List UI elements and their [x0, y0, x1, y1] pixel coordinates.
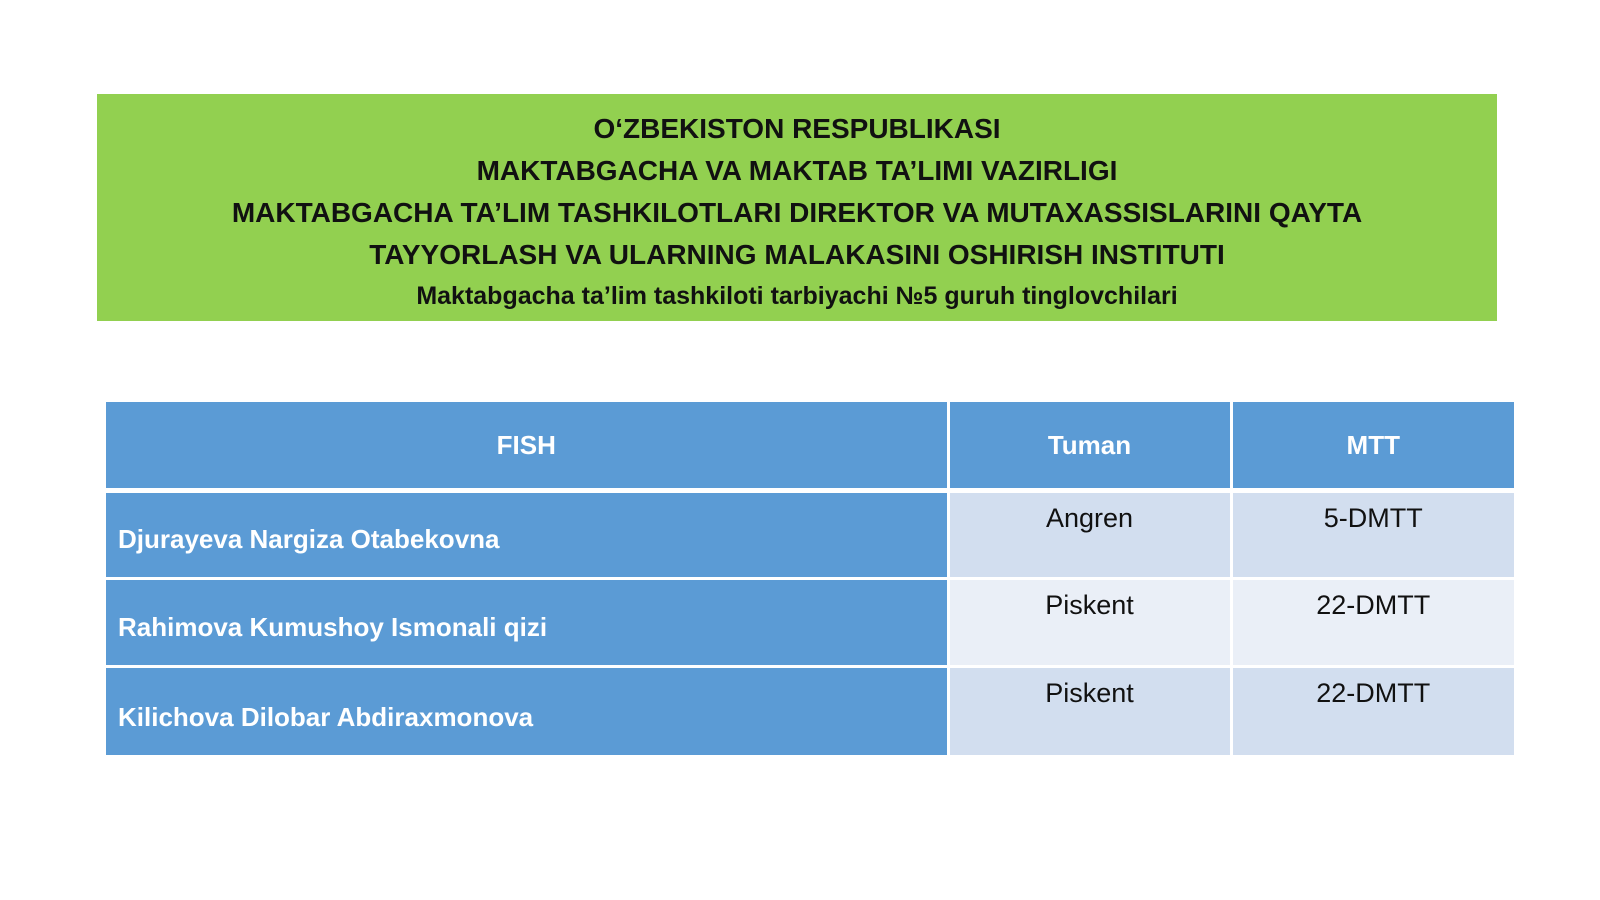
cell-mtt: 5-DMTT [1231, 491, 1514, 579]
table-row [106, 579, 1514, 667]
cell-name: Djurayeva Nargiza Otabekovna [106, 491, 948, 579]
members-table [106, 402, 1514, 755]
cell-tuman: Piskent [948, 667, 1231, 755]
cell-mtt: 22-DMTT [1231, 667, 1514, 755]
column-header-mtt: MTT [1231, 402, 1514, 491]
title-line-institute-1: MAKTABGACHA TA’LIM TASHKILOTLARI DIREKTOR VA MUTAXASSISLARINI QAYTA [231, 197, 1363, 228]
title-banner [97, 94, 1497, 321]
cell-name: Rahimova Kumushoy Ismonali qizi [106, 579, 948, 667]
table-header-row [106, 402, 1514, 491]
title-line-institute-2: TAYYORLASH VA ULARNING MALAKASINI OSHIRISH INSTITUTI [369, 239, 1225, 270]
column-header-tuman: Tuman [948, 402, 1231, 491]
title-line-ministry: MAKTABGACHA VA MAKTAB TA’LIMI VAZIRLIGI [476, 155, 1118, 186]
members-table-container [106, 402, 1514, 755]
title-line-country: O‘ZBEKISTON RESPUBLIKASI [593, 113, 1001, 144]
table-row [106, 667, 1514, 755]
column-header-fish: FISH [106, 402, 948, 491]
table-row [106, 491, 1514, 579]
title-subtitle: Maktabgacha ta’lim tashkiloti tarbiyachi №5 guruh tinglovchilari [416, 282, 1178, 310]
cell-name: Kilichova Dilobar Abdiraxmonova [106, 667, 948, 755]
cell-tuman: Angren [948, 491, 1231, 579]
cell-tuman: Piskent [948, 579, 1231, 667]
cell-mtt: 22-DMTT [1231, 579, 1514, 667]
